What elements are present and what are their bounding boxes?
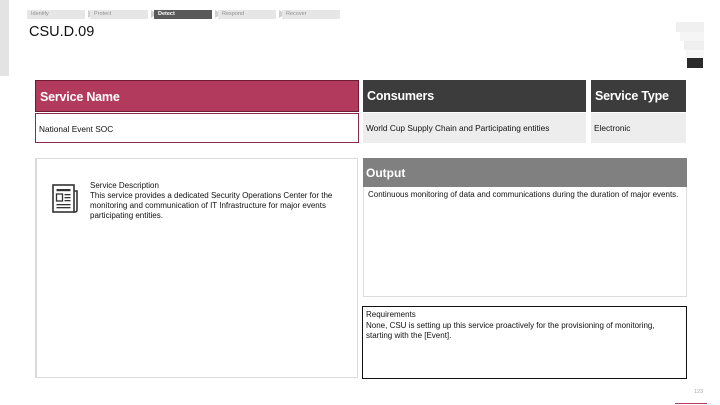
page-number: 123 [694,389,704,395]
consumers-header: Consumers [363,80,586,112]
step-identify[interactable] [27,10,85,19]
footer-accent-line [675,403,707,404]
phase-stepper [27,10,347,19]
output-box [363,187,687,297]
corner-logo-badge [687,58,703,68]
corner-logo-graphic [676,22,704,70]
step-label: Respond [222,11,245,17]
left-accent-strip [0,0,9,76]
service-description-text [90,181,355,221]
output-text: Continuous monitoring of data and communications during the duration of major events. [368,190,679,199]
step-label: Protect [94,11,112,17]
output-header: Output [363,158,687,187]
step-recover[interactable] [282,10,340,19]
service-type-header: Service Type [591,80,686,112]
step-label: Identify [31,11,49,17]
step-label: Recover [286,11,307,17]
requirements-heading: Requirements [366,310,416,319]
service-type-value: Electronic [591,113,686,143]
requirements-box [362,306,687,379]
step-respond[interactable] [218,10,276,19]
step-label: Detect [158,11,175,17]
step-protect[interactable] [90,10,148,19]
service-description-box [35,158,358,378]
service-name-value: National Event SOC [35,113,359,143]
page-title: CSU.D.09 [29,24,95,40]
newspaper-icon [52,184,78,214]
step-detect[interactable] [154,10,212,19]
service-description-body: This service provides a dedicated Security Operations Center for the monitoring and communication of IT Infrastructure for major events participating entities. [90,191,333,220]
service-description-heading: Service Description [90,181,159,190]
consumers-value: World Cup Supply Chain and Participating entities [363,113,586,143]
requirements-body: None, CSU is setting up this service proactively for the provisioning of monitoring, starting with the [Event]. [366,320,655,340]
service-name-header: Service Name [35,80,359,112]
